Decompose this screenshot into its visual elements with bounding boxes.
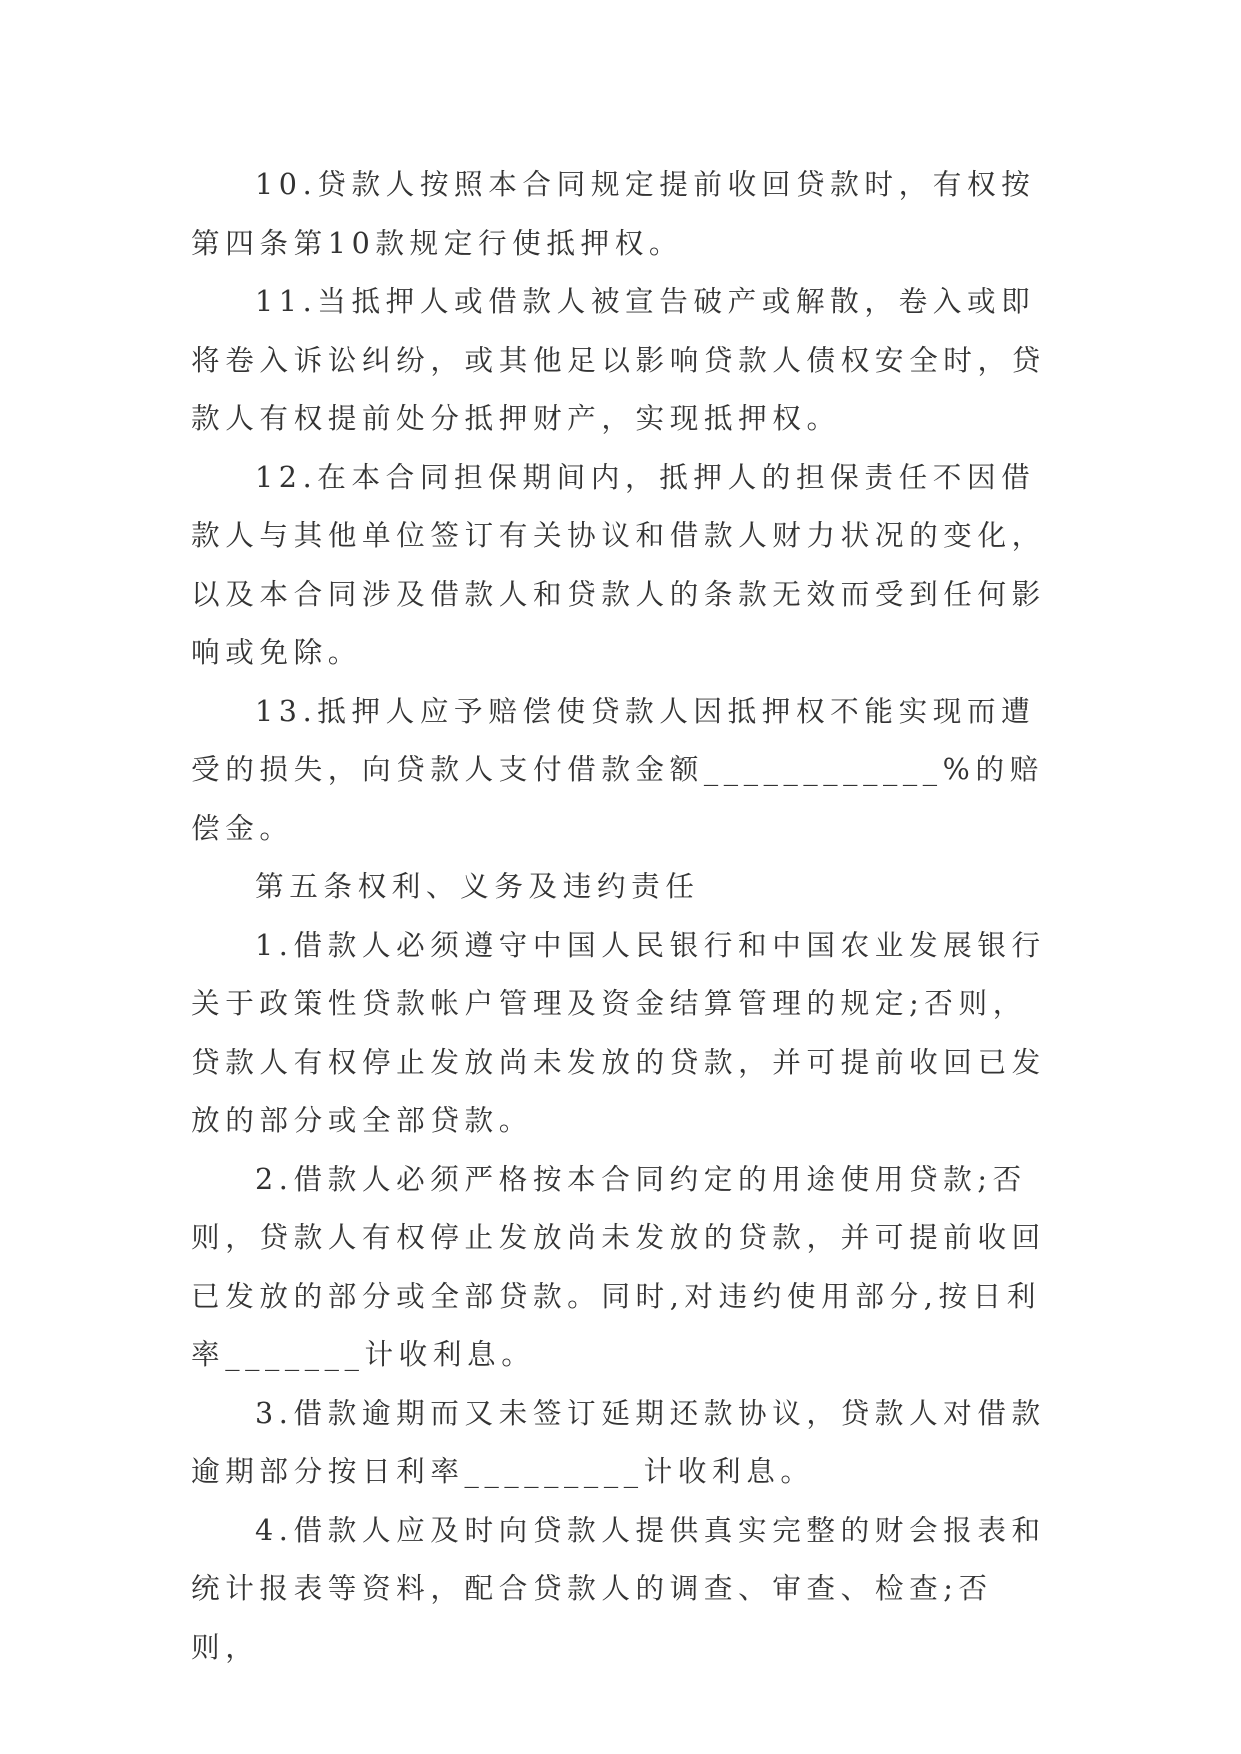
clause-4-10: 10.贷款人按照本合同规定提前收回贷款时，有权按第四条第10款规定行使抵押权。 bbox=[191, 167, 1036, 260]
article-5-heading: 第五条权利、义务及违约责任 bbox=[255, 869, 700, 903]
document-body bbox=[191, 155, 1051, 1676]
clause-5-3: 3.借款逾期而又未签订延期还款协议，贷款人对借款逾期部分按日利率_________计收利息。 bbox=[191, 1395, 1046, 1488]
clause-5-2: 2.借款人必须严格按本合同约定的用途使用贷款;否则，贷款人有权停止发放尚未发放的贷款，并可提前收回已发放的部分或全部贷款。同时,对违约使用部分,按日利率_______计收利息。 bbox=[191, 1161, 1046, 1371]
clause-4-13: 13.抵押人应予赔偿使贷款人因抵押权不能实现而遭受的损失，向贷款人支付借款金额____________%的赔偿金。 bbox=[191, 693, 1044, 845]
clause-4-12: 12.在本合同担保期间内，抵押人的担保责任不因借款人与其他单位签订有关协议和借款人财力状况的变化，以及本合同涉及借款人和贷款人的条款无效而受到任何影响或免除。 bbox=[191, 459, 1046, 669]
clause-4-11: 11.当抵押人或借款人被宣告破产或解散，卷入或即将卷入诉讼纠纷，或其他足以影响贷款人债权安全时，贷款人有权提前处分抵押财产，实现抵押权。 bbox=[191, 284, 1046, 435]
clause-5-1: 1.借款人必须遵守中国人民银行和中国农业发展银行关于政策性贷款帐户管理及资金结算管理的规定;否则，贷款人有权停止发放尚未发放的贷款，并可提前收回已发放的部分或全部贷款。 bbox=[191, 927, 1046, 1137]
clause-5-4: 4.借款人应及时向贷款人提供真实完整的财会报表和统计报表等资料，配合贷款人的调查、审查、检查;否则， bbox=[191, 1512, 1046, 1664]
